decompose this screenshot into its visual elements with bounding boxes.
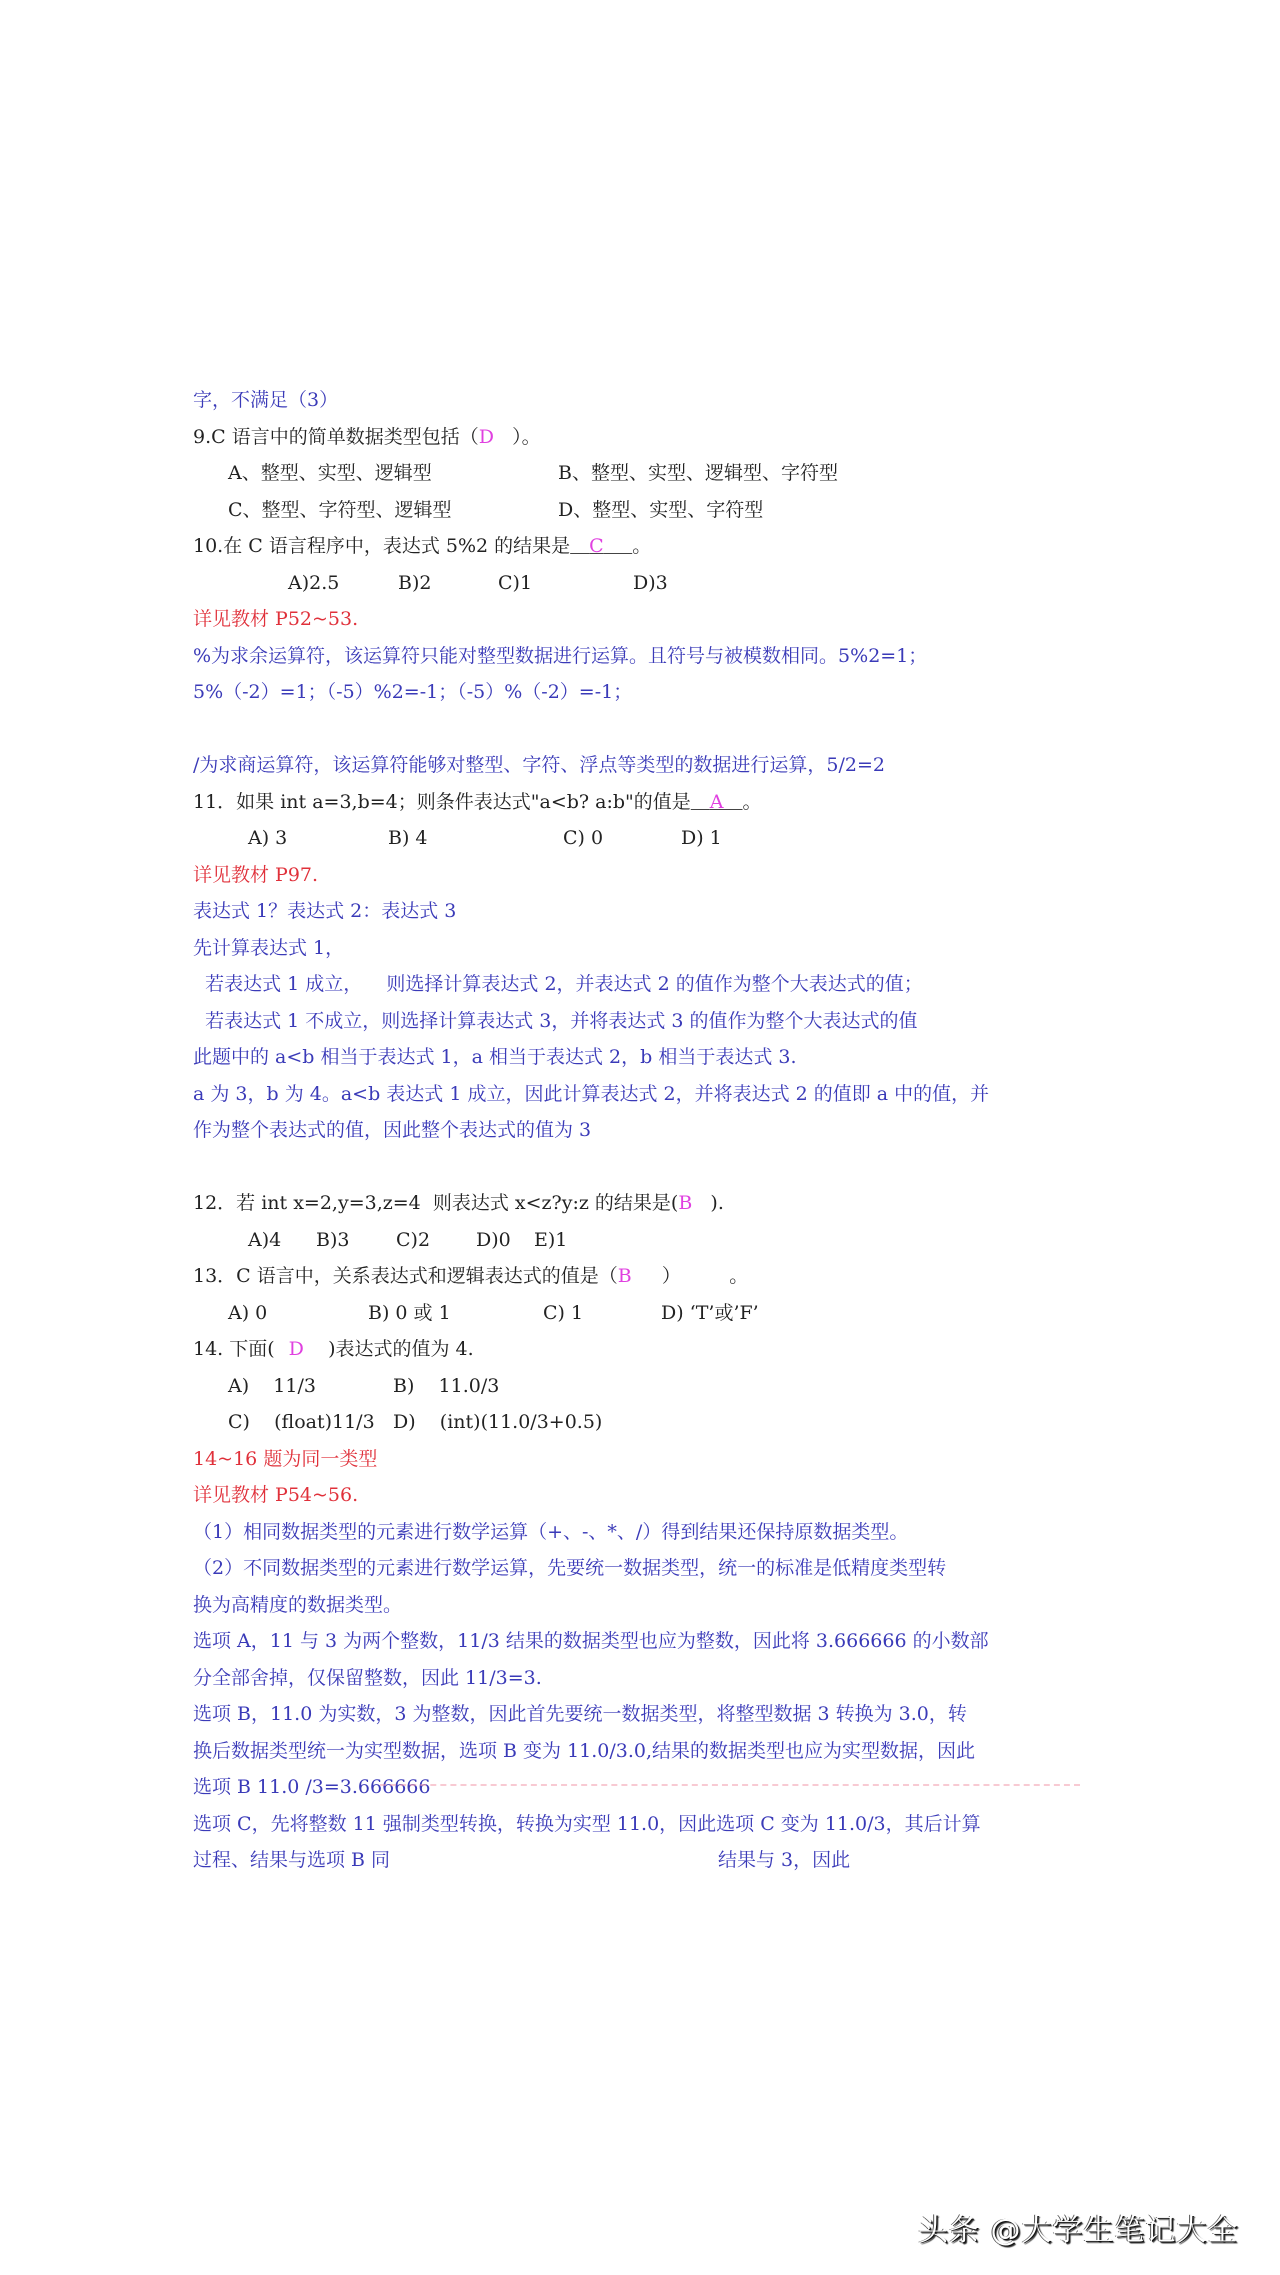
q10-stem: 10.在 C 语言程序中，表达式 5%2 的结果是	[193, 535, 571, 557]
q12-options	[193, 1222, 1093, 1259]
question-12	[193, 1185, 1093, 1222]
q13-answer: B	[617, 1265, 632, 1287]
q12-stem-end: ).	[692, 1192, 724, 1214]
q14-explanation-6: 选项 B，11.0 为实数，3 为整数，因此首先要统一数据类型，将整型数据 3 转换为 3.0，转	[193, 1703, 967, 1725]
q12-option-e: E)1	[534, 1228, 568, 1251]
q10-explanation-3	[193, 711, 1093, 748]
q12-answer: B	[678, 1192, 693, 1214]
q11-explanation-1: 表达式 1？表达式 2：表达式 3	[193, 900, 457, 922]
question-10	[193, 528, 1093, 565]
q14-option-d: D) (int)(11.0/3+0.5)	[393, 1411, 603, 1433]
q11-explanation-2: 先计算表达式 1，	[193, 936, 345, 959]
q14-explanation-4: 选项 A，11 与 3 为两个整数，11/3 结果的数据类型也应为整数，因此将 3.666666 的小数部	[193, 1630, 989, 1652]
q11-option-b: B) 4	[388, 827, 428, 849]
q10-explanation-1: %为求余运算符，该运算符只能对整型数据进行运算。且符号与被模数相同。5%2=1；	[193, 644, 928, 667]
q10-option-d: D)3	[633, 571, 668, 594]
q10-option-c: C)1	[498, 571, 533, 594]
question-9	[193, 419, 1093, 456]
q13-stem-end: ） 。	[631, 1265, 749, 1287]
watermark: 头条 @大学生笔记大全	[918, 2213, 1239, 2248]
q13-options	[193, 1295, 1093, 1332]
spacer	[193, 1149, 1093, 1186]
q10-option-a: A)2.5	[288, 571, 340, 594]
q14-explanation-10: 过程、结果与选项 B 同	[193, 1849, 391, 1871]
handwriting-smudge	[380, 1778, 1080, 1786]
q11-explanation-7: 作为整个表达式的值，因此整个表达式的值为 3	[193, 1119, 592, 1141]
q14-stem: 14. 下面(	[193, 1338, 275, 1360]
q14-explanation-8: 选项 B 11.0 /3=3.666666	[193, 1776, 431, 1798]
q14-explanation-10-row	[193, 1842, 1093, 1879]
q11-option-c: C) 0	[563, 827, 604, 849]
q11-explanation-4: 若表达式 1 不成立，则选择计算表达式 3，并将表达式 3 的值作为整个大表达式的值	[193, 1009, 918, 1032]
q11-blank	[691, 791, 710, 813]
q14-options-row-1	[193, 1368, 1093, 1405]
q14-option-a: A) 11/3	[228, 1374, 316, 1397]
q11-answer: A	[709, 790, 724, 813]
q11-explanation-5: 此题中的 a<b 相当于表达式 1，a 相当于表达式 2，b 相当于表达式 3.	[193, 1046, 797, 1068]
q14-stem-end: )表达式的值为 4.	[303, 1338, 474, 1360]
q9-answer: D	[478, 425, 494, 448]
q11-explanation-6: a 为 3，b 为 4。a<b 表达式 1 成立，因此计算表达式 2，并将表达式 2 的值即 a 中的值，并	[193, 1082, 990, 1105]
q9-stem-end: ）。	[493, 425, 541, 448]
q9-options-row-1	[193, 455, 1093, 492]
q14-reference: 详见教材 P54~56.	[193, 1484, 359, 1506]
q12-option-b: B)3	[316, 1228, 350, 1251]
q12-option-c: C)2	[396, 1228, 431, 1251]
q14-option-b: B) 11.0/3	[393, 1374, 500, 1397]
q14-answer: D	[288, 1338, 304, 1360]
q9-option-d: D、整型、实型、字符型	[558, 498, 764, 521]
q11-stem-end: 。	[742, 790, 762, 813]
q11-blank-end	[724, 791, 743, 813]
q14-option-c: C) (float)11/3	[228, 1411, 375, 1433]
q9-option-c: C、整型、字符型、逻辑型	[228, 498, 452, 521]
q14-explanation-5: 分全部舍掉，仅保留整数，因此 11/3=3.	[193, 1666, 542, 1689]
q13-option-a: A) 0	[228, 1301, 268, 1324]
q13-option-c: C) 1	[543, 1301, 584, 1324]
q10-answer: C	[589, 535, 604, 557]
q10-stem-end: 。	[632, 535, 652, 557]
q14-explanation-2: （2）不同数据类型的元素进行数学运算，先要统一数据类型，统一的标准是低精度类型转	[193, 1557, 947, 1579]
q11-option-d: D) 1	[681, 827, 722, 849]
q11-option-a: A) 3	[248, 827, 288, 849]
q14-explanation-7: 换后数据类型统一为实型数据，选项 B 变为 11.0/3.0,结果的数据类型也应为实型数据，因此	[193, 1739, 976, 1762]
question-13	[193, 1258, 1093, 1295]
q14-options-row-2	[193, 1404, 1093, 1441]
q9-option-b: B、整型、实型、逻辑型、字符型	[558, 462, 838, 484]
q12-stem: 12．若 int x=2,y=3,z=4 则表达式 x<z?y:z 的结果是(	[193, 1192, 679, 1214]
q14-explanation-3: 换为高精度的数据类型。	[193, 1593, 403, 1616]
q13-option-d: D) ‘T’或’F’	[661, 1301, 759, 1324]
q10-blank	[570, 535, 589, 557]
q12-option-a: A)4	[248, 1228, 282, 1251]
q10-option-b: B)2	[398, 571, 432, 594]
q14-explanation-11: 结果与 3，因此	[718, 1849, 851, 1871]
q10-explanation-2: 5%（-2）=1；（-5）%2=-1；（-5）%（-2）=-1；	[193, 681, 633, 703]
q10-reference: 详见教材 P52~53.	[193, 608, 359, 630]
q11-reference: 详见教材 P97.	[193, 863, 319, 886]
q10-explanation-4: /为求商运算符，该运算符能够对整型、字符、浮点等类型的数据进行运算，5/2=2	[193, 754, 885, 776]
question-14	[193, 1331, 1093, 1368]
q11-explanation-3: 若表达式 1 成立， 则选择计算表达式 2，并表达式 2 的值作为整个大表达式的值；	[193, 973, 923, 995]
q11-options	[193, 820, 1093, 857]
continuation-text: 字，不满足（3）	[193, 389, 339, 411]
q14-explanation-1: （1）相同数据类型的元素进行数学运算（+、-、*、/）得到结果还保持原数据类型。	[193, 1520, 909, 1543]
q9-stem: 9.C 语言中的简单数据类型包括（	[193, 425, 479, 448]
document-page	[193, 382, 1093, 1879]
q9-options-row-2	[193, 492, 1093, 529]
question-11	[193, 784, 1093, 821]
q9-option-a: A、整型、实型、逻辑型	[228, 462, 432, 484]
q14-note: 14~16 题为同一类型	[193, 1447, 378, 1470]
q12-option-d: D)0	[476, 1228, 511, 1251]
q10-blank-end	[604, 535, 633, 557]
q11-stem: 11．如果 int a=3,b=4；则条件表达式"a<b? a:b"的值是	[193, 790, 691, 813]
q10-options	[193, 565, 1093, 602]
q14-explanation-9: 选项 C，先将整数 11 强制类型转换，转换为实型 11.0，因此选项 C 变为 11.0/3，其后计算	[193, 1812, 981, 1835]
q13-option-b: B) 0 或 1	[368, 1301, 451, 1324]
q13-stem: 13．C 语言中，关系表达式和逻辑表达式的值是（	[193, 1265, 618, 1287]
